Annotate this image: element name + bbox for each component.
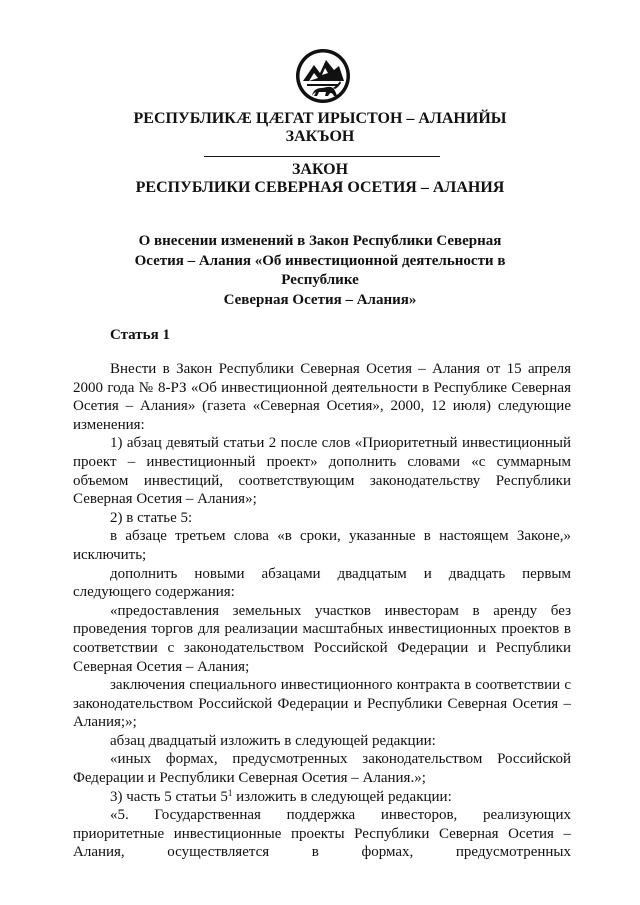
paragraph-item-2a: в абзаце третьем слова «в сроки, указанные в настоящем Законе,» исключить;: [73, 528, 571, 563]
item-3-suffix: изложить в следующей редакции:: [232, 788, 452, 805]
title-divider: [204, 156, 440, 157]
subject-line-3: Северная Осетия – Алания»: [223, 291, 417, 308]
subject-line-2: Осетия – Алания «Об инвестиционной деятельности в Республике: [134, 252, 506, 288]
law-subject: [120, 232, 520, 310]
ossetian-title: РЕСПУБЛИКÆ ЦÆГАТ ИРЫСТОН – АЛАНИЙЫ: [133, 110, 507, 127]
paragraph-intro: Внести в Закон Республики Северная Осетия – Алания от 15 апреля 2000 года № 8-РЗ «Об инвестиционной деятельности в Республике Северная Осетия – Алания» (газета «Северная Осетия», 2000, 12 июля) следующие изменения:: [73, 361, 571, 433]
item-3-prefix: 3) часть 5 статьи 5: [110, 788, 228, 805]
paragraph-quote-4: «5. Государственная поддержка инвесторов, реализующих приоритетные инвестиционные проекты Республики Северная Осетия – Алания, осуществляется в формах, предусмотренных: [73, 807, 571, 861]
paragraph-quote-2: заключения специального инвестиционного контракта в соответствии с законодательством Российской Федерации и Республики Северная Осетия – Алания;»;: [73, 677, 571, 731]
paragraph-quote-3: «иных формах, предусмотренных законодательством Российской Федерации и Республики Северная Осетия – Алания.»;: [73, 751, 571, 787]
item-3-superscript: 1: [227, 787, 233, 798]
paragraph-item-2b: дополнить новыми абзацами двадцатым и двадцать первым следующего содержания:: [73, 565, 571, 601]
subject-line-1: О внесении изменений в Закон Республики Северная: [138, 233, 502, 249]
article-heading: Статья 1: [110, 327, 170, 343]
paragraph-item-3: [73, 788, 571, 807]
ossetian-law-title: ЗАКЪОН: [285, 128, 355, 145]
paragraph-item-2c: абзац двадцатый изложить в следующей редакции:: [110, 732, 436, 749]
coat-of-arms-emblem: [295, 48, 351, 104]
paragraph-item-1: 1) абзац девятый статьи 2 после слов «Приоритетный инвестиционный проект – инвестиционный проект» дополнить словами «с суммарным объемом инвестиций, соответствующим законодательству Республики Северная Осетия – Алания»;: [73, 435, 571, 508]
paragraph-quote-1: «предоставления земельных участков инвесторам в аренду без проведения торгов для реализации масштабных инвестиционных проектов в соответствии с законодательством Российской Федерации и Республики Северная Осетия – Алания;: [73, 602, 571, 675]
law-title: ЗАКОН: [291, 161, 349, 178]
article-body: [73, 360, 571, 862]
republic-title: РЕСПУБЛИКИ СЕВЕРНАЯ ОСЕТИЯ – АЛАНИЯ: [135, 179, 505, 196]
paragraph-item-2: 2) в статье 5:: [110, 509, 193, 526]
